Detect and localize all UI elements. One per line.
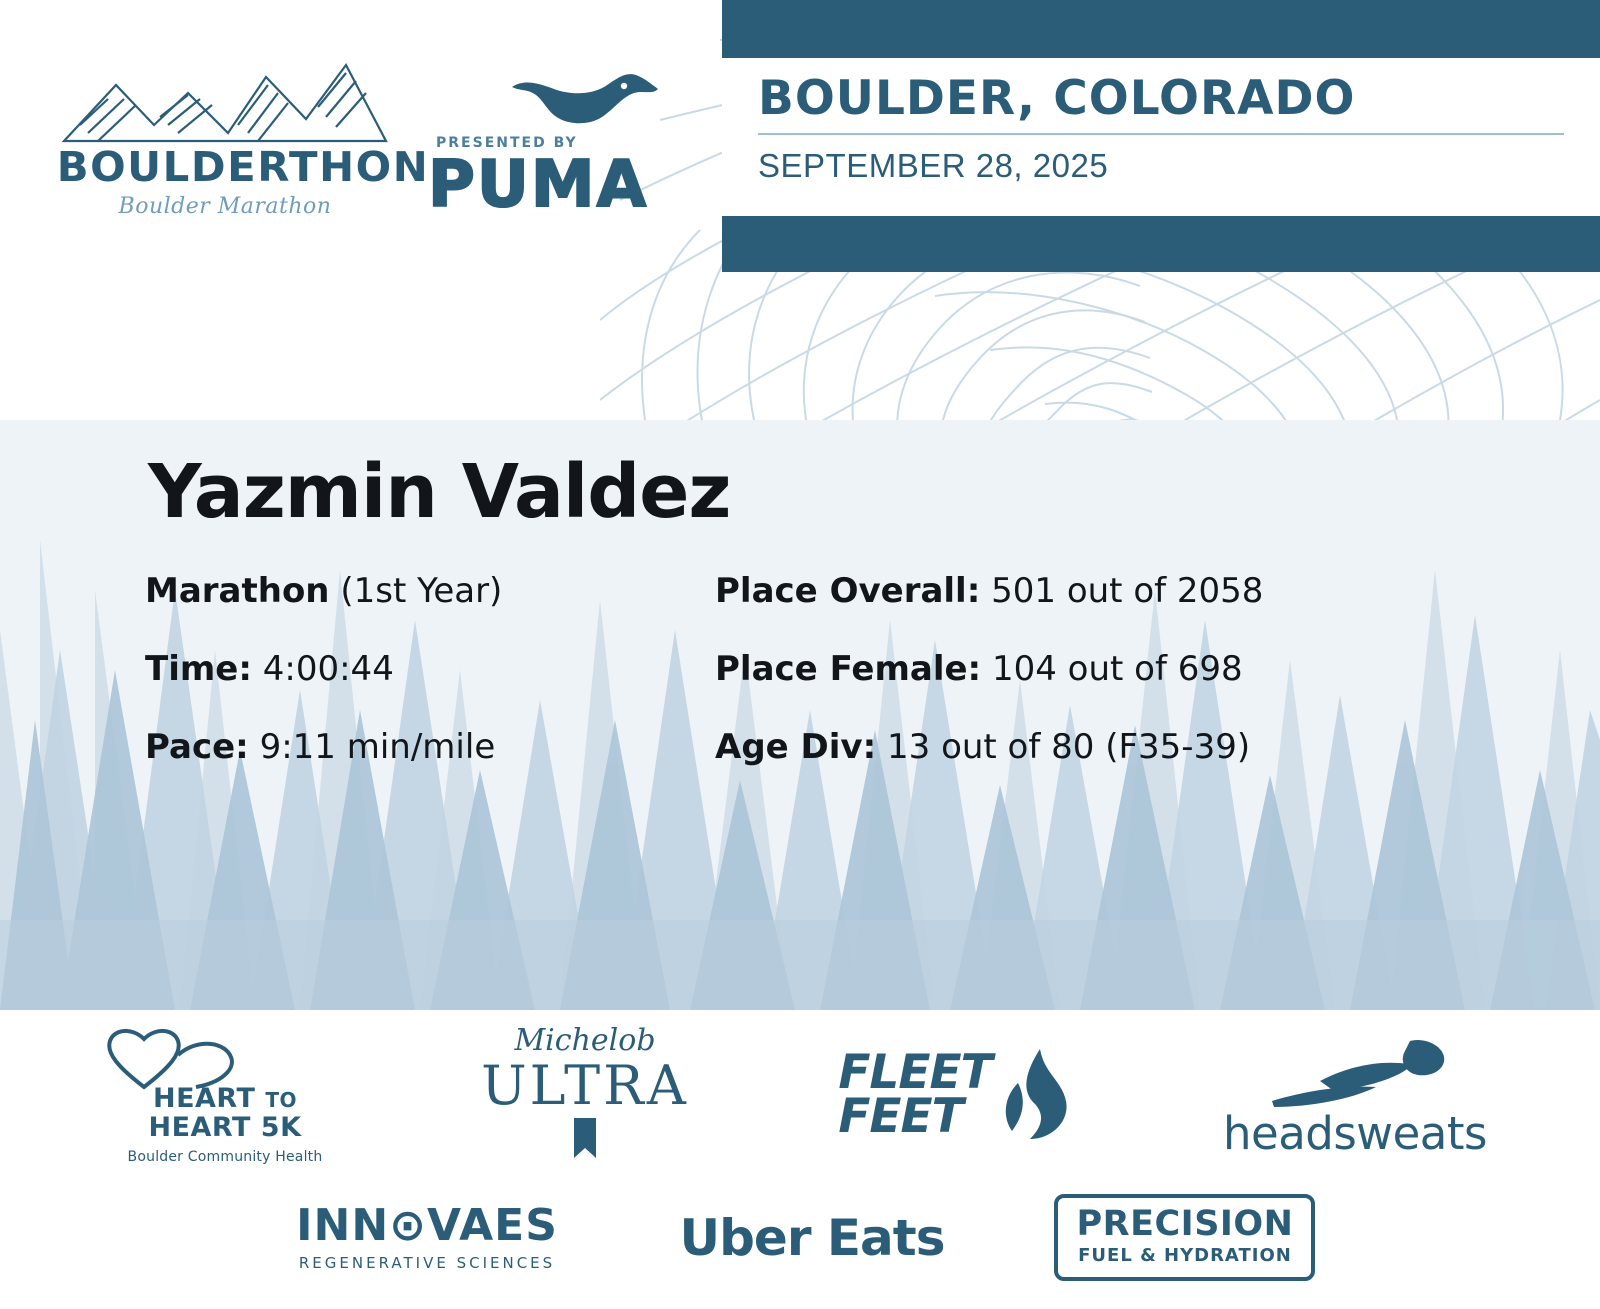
event-date: SEPTEMBER 28, 2025 xyxy=(758,147,1109,185)
boulderthon-tagline: Boulder Marathon xyxy=(118,194,332,219)
place-overall-value: 501 out of 2058 xyxy=(991,571,1264,611)
stat-time xyxy=(145,649,715,689)
sponsor-row-primary xyxy=(0,1020,1600,1170)
sponsor-innovaes xyxy=(285,1199,570,1272)
stat-place-overall xyxy=(715,571,1600,611)
headsweats-bird-icon xyxy=(1260,1035,1450,1109)
presented-by-label: PRESENTED BY xyxy=(436,135,578,151)
fleet-word: FLEET xyxy=(838,1045,992,1101)
heart-to-heart-line1 xyxy=(100,1085,350,1113)
headsweats-wordmark: headsweats xyxy=(1223,1106,1487,1160)
uber-eats-wordmark: Uber Eats xyxy=(679,1208,945,1267)
stat-pace xyxy=(145,727,715,767)
time-value: 4:00:44 xyxy=(262,649,394,689)
event-banner xyxy=(722,0,1600,272)
place-female-value: 104 out of 698 xyxy=(991,649,1243,689)
fleet-feet-wordmark xyxy=(838,1045,992,1144)
event-location: BOULDER, COLORADO xyxy=(758,71,1356,126)
michelob-script-wordmark: Michelob xyxy=(514,1022,656,1058)
event-banner-inner xyxy=(722,58,1600,216)
sponsor-fleet-feet xyxy=(820,1047,1090,1143)
mountain-range-icon xyxy=(60,55,390,145)
certificate-header xyxy=(0,0,1600,285)
precision-tagline: FUEL & HYDRATION xyxy=(1078,1245,1292,1266)
sponsor-row-secondary xyxy=(0,1180,1600,1295)
puma-cat-icon xyxy=(498,69,678,135)
event-label: Marathon xyxy=(145,571,330,611)
sponsor-michelob-ultra xyxy=(470,1022,700,1165)
stat-event xyxy=(145,571,715,611)
puma-logo xyxy=(428,55,718,222)
sponsor-heart-to-heart-5k xyxy=(100,1025,350,1165)
puma-wordmark: PUMA xyxy=(428,148,649,222)
results-stats-grid xyxy=(0,571,1600,767)
event-note: (1st Year) xyxy=(340,571,503,611)
innovaes-tagline: REGENERATIVE SCIENCES xyxy=(298,1253,556,1272)
place-female-label: Place Female: xyxy=(715,649,982,689)
stat-age-division xyxy=(715,727,1600,767)
h2h-heart-word: HEART xyxy=(153,1083,256,1115)
boulder-community-health-label: Boulder Community Health xyxy=(127,1148,323,1165)
innovaes-wordmark: INN⊙VAES xyxy=(296,1199,558,1251)
sponsor-headsweats xyxy=(1210,1035,1500,1160)
precision-wordmark: PRECISION xyxy=(1076,1204,1294,1244)
place-overall-label: Place Overall: xyxy=(715,571,981,611)
runner-name: Yazmin Valdez xyxy=(148,449,731,535)
results-section xyxy=(0,449,1600,767)
boulderthon-wordmark: BOULDERTHON xyxy=(56,143,430,191)
age-div-value: 13 out of 80 (F35-39) xyxy=(887,727,1251,767)
sponsor-precision-fuel-hydration xyxy=(1054,1194,1315,1281)
ribbon-icon xyxy=(570,1118,600,1164)
heart-icon xyxy=(100,1025,250,1091)
brand-logos xyxy=(56,55,718,222)
fleet-feet-flame-icon xyxy=(1000,1047,1072,1143)
stat-place-female xyxy=(715,649,1600,689)
heart-to-heart-line2: HEART 5K xyxy=(148,1111,302,1143)
h2h-to-word: TO xyxy=(265,1088,297,1113)
feet-word: FEET xyxy=(838,1089,963,1144)
pace-value: 9:11 min/mile xyxy=(259,727,496,767)
pace-label: Pace: xyxy=(145,727,249,767)
time-label: Time: xyxy=(145,649,252,689)
ultra-wordmark: ULTRA xyxy=(481,1053,689,1117)
sponsor-logos-section xyxy=(0,1010,1600,1309)
boulderthon-logo xyxy=(56,55,430,219)
sponsor-uber-eats xyxy=(680,1209,945,1267)
age-div-label: Age Div: xyxy=(715,727,877,767)
